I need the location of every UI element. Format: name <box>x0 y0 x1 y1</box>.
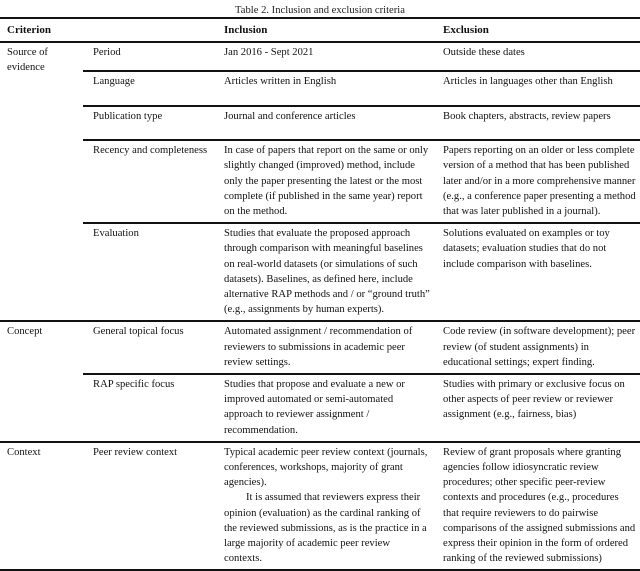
table-row <box>0 374 640 442</box>
exclusion-recency: Papers reporting on an older or less complete version of a method that has been published later and/or in a more comprehensive manner (e.g., a conference paper presenting a method that was later published in a journal). <box>434 140 640 223</box>
table-row <box>0 140 640 223</box>
inclusion-rap-specific-focus: Studies that propose and evaluate a new or improved automated or semi-automated approach to reviewer assignment / recommendation. <box>214 374 434 442</box>
table-row <box>0 321 640 374</box>
group-label-source-of-evidence: Source of evidence <box>7 47 48 74</box>
inclusion-evaluation: Studies that evaluate the proposed approach through comparison with meaningful baselines on real-world datasets (or simulations of such datasets). Baselines, as defined here, include alternative RAP methods and / or “ground truth” (e.g., assignments by human experts). <box>214 223 434 321</box>
table-caption: Table 2. Inclusion and exclusion criteria <box>235 5 405 16</box>
subcriterion-language: Language <box>83 71 214 106</box>
inclusion-paragraph-2: It is assumed that reviewers express their opinion (evaluation) as the cardinal ranking of the reviewed submissions, as is the practice in a large majority of academic peer review contexts. <box>224 492 427 565</box>
inclusion-recency: In case of papers that report on the same or only slightly changed (improved) method, include only the paper presenting the latest or the most complete (if published in the same year) report on the method. <box>214 140 434 223</box>
header-row <box>0 18 640 42</box>
exclusion-general-topical-focus: Code review (in software development); peer review (of student assignments) in educational settings; expert finding. <box>434 321 640 374</box>
subcriterion-evaluation: Evaluation <box>83 223 214 321</box>
header-criterion: Criterion <box>0 18 214 42</box>
inclusion-general-topical-focus: Automated assignment / recommendation of reviewers to submissions in academic peer review settings. <box>214 321 434 374</box>
inclusion-paragraph-1: Typical academic peer review context (journals, conferences, workshops, majority of grant agencies). <box>224 446 428 489</box>
table-row <box>0 223 640 321</box>
inclusion-publication-type: Journal and conference articles <box>214 106 434 140</box>
header-exclusion: Exclusion <box>434 18 640 42</box>
subcriterion-publication-type: Publication type <box>83 106 214 140</box>
exclusion-rap-specific-focus: Studies with primary or exclusive focus on other aspects of peer review or reviewer assignment (e.g., fairness, bias) <box>434 374 640 442</box>
table-row <box>0 42 640 71</box>
table-row <box>0 106 640 140</box>
exclusion-publication-type: Book chapters, abstracts, review papers <box>434 106 640 140</box>
inclusion-peer-review-context <box>214 442 434 571</box>
inclusion-period: Jan 2016 - Sept 2021 <box>224 47 314 59</box>
subcriterion-rap-specific-focus: RAP specific focus <box>83 374 214 442</box>
exclusion-evaluation: Solutions evaluated on examples or toy datasets; evaluation studies that do not include comparison with baselines. <box>434 223 640 321</box>
exclusion-peer-review-context: Review of grant proposals where granting agencies follow idiosyncratic review procedures; other specific peer-review contexts and procedures (e.g., procedures that require reviewers to do pairwise comparisons of the assigned submissions and express their opinion in the form of ordered ranking of the reviewed submissions) <box>434 442 640 571</box>
inclusion-language: Articles written in English <box>214 71 434 106</box>
exclusion-period: Outside these dates <box>443 47 525 59</box>
subcriterion-peer-review-context: Peer review context <box>83 442 214 571</box>
table-row <box>0 71 640 106</box>
subcriterion-recency: Recency and completeness <box>83 140 214 223</box>
exclusion-language: Articles in languages other than English <box>434 71 640 106</box>
subcriterion-period: Period <box>93 47 121 59</box>
header-inclusion: Inclusion <box>214 18 434 42</box>
table-row <box>0 442 640 571</box>
criteria-table <box>0 17 640 571</box>
group-label-context: Context <box>0 442 83 571</box>
group-label-concept: Concept <box>0 321 83 441</box>
subcriterion-general-topical-focus: General topical focus <box>83 321 214 374</box>
